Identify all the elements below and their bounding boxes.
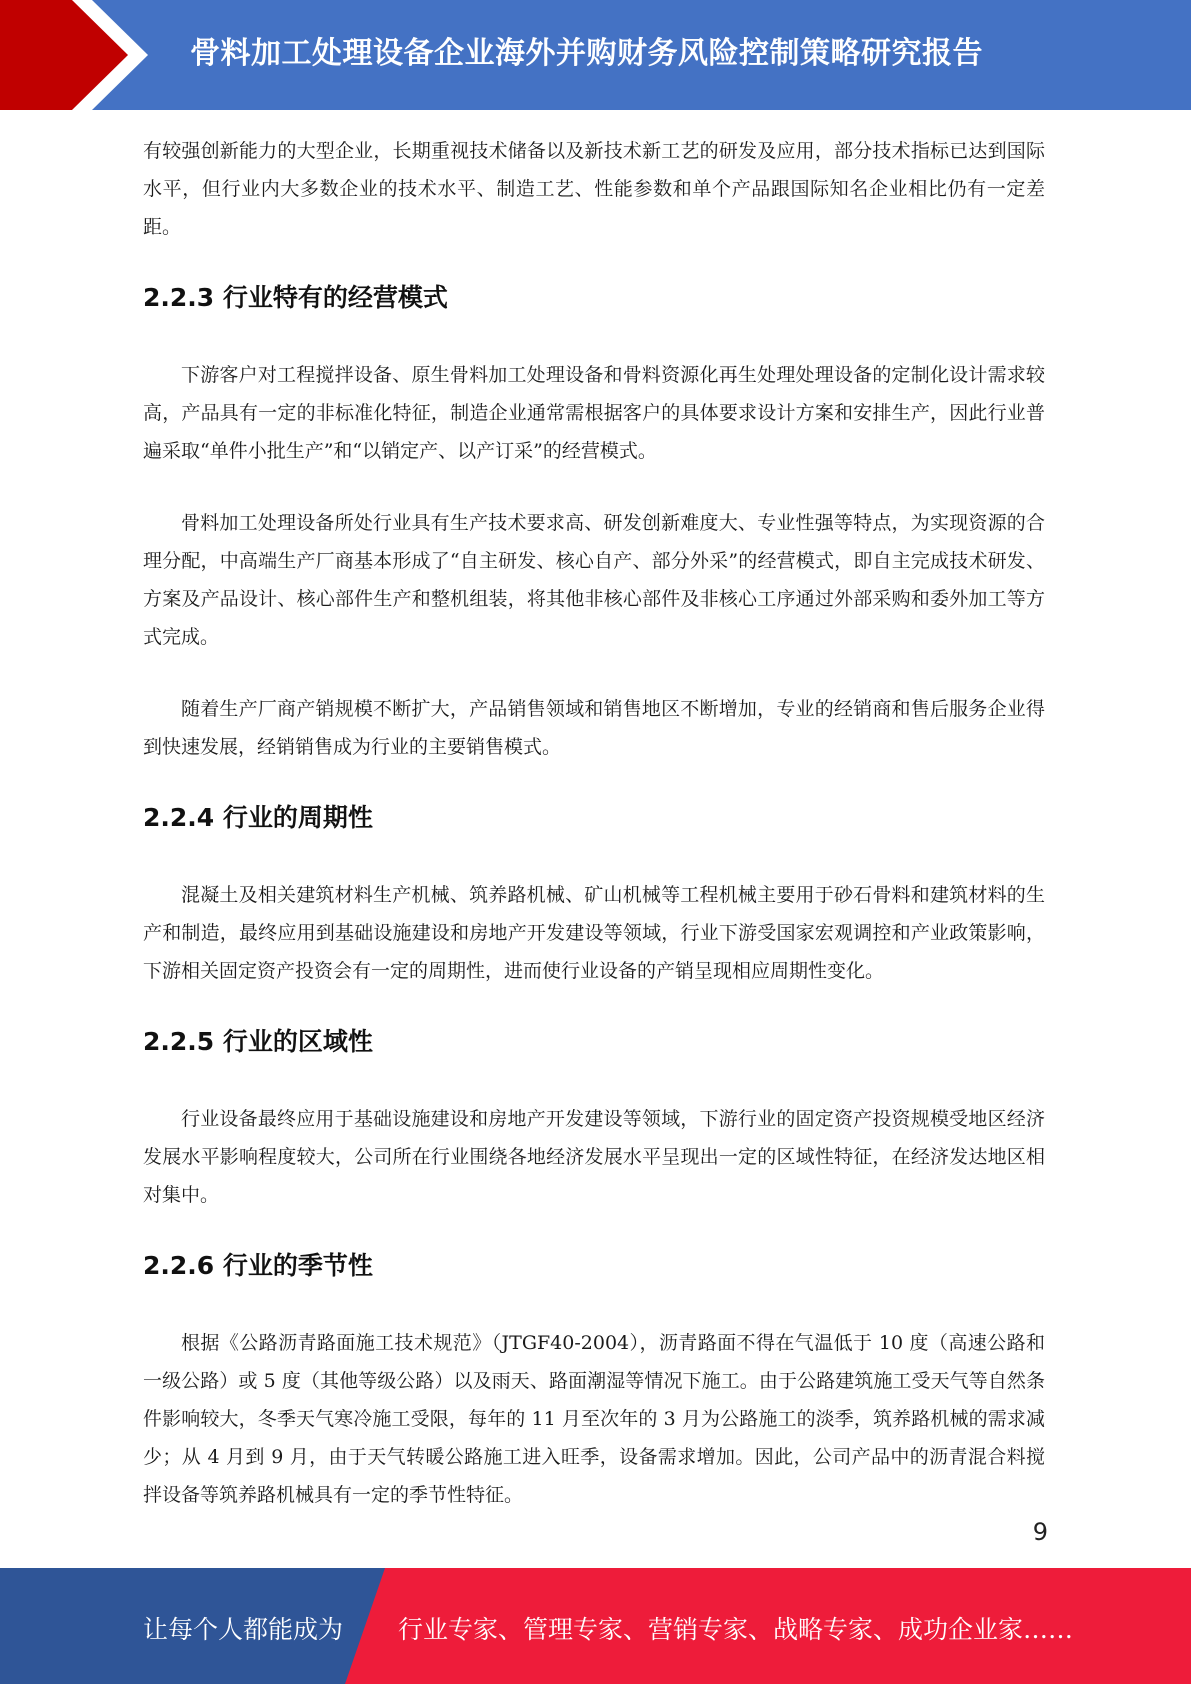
paragraph: 随着生产厂商产销规模不断扩大，产品销售领域和销售地区不断增加，专业的经销商和售后服务企业得到快速发展，经销销售成为行业的主要销售模式。	[143, 698, 1045, 758]
footer-slogan-left: 让每个人都能成为	[143, 1615, 344, 1644]
section-heading-2-2-6: 2.2.6 行业的季节性	[143, 1251, 373, 1280]
page-footer	[0, 1568, 1191, 1684]
section-heading-2-2-3: 2.2.3 行业特有的经营模式	[143, 283, 448, 312]
paragraph: 下游客户对工程搅拌设备、原生骨料加工处理设备和骨料资源化再生处理处理设备的定制化设计需求较高，产品具有一定的非标准化特征，制造企业通常需根据客户的具体要求设计方案和安排生产，因此行业普遍采取“单件小批生产”和“以销定产、以产订采”的经营模式。	[143, 364, 1045, 462]
section-heading-2-2-4: 2.2.4 行业的周期性	[143, 803, 373, 832]
paragraph: 行业设备最终应用于基础设施建设和房地产开发建设等领域，下游行业的固定资产投资规模受地区经济发展水平影响程度较大，公司所在行业围绕各地经济发展水平呈现出一定的区域性特征，在经济发达地区相对集中。	[143, 1108, 1045, 1206]
header-arrow-decoration	[0, 0, 200, 110]
report-title: 骨料加工处理设备企业海外并购财务风险控制策略研究报告	[190, 36, 983, 71]
section-heading-2-2-5: 2.2.5 行业的区域性	[143, 1027, 373, 1056]
page-header	[0, 0, 1191, 110]
intro-paragraph: 有较强创新能力的大型企业，长期重视技术储备以及新技术新工艺的研发及应用，部分技术指标已达到国际水平，但行业内大多数企业的技术水平、制造工艺、性能参数和单个产品跟国际知名企业相比仍有一定差距。	[143, 140, 1045, 238]
paragraph: 混凝土及相关建筑材料生产机械、筑养路机械、矿山机械等工程机械主要用于砂石骨料和建筑材料的生产和制造，最终应用到基础设施建设和房地产开发建设等领域，行业下游受国家宏观调控和产业政策影响，下游相关固定资产投资会有一定的周期性，进而使行业设备的产销呈现相应周期性变化。	[143, 884, 1045, 982]
page-number: 9	[1032, 1518, 1048, 1546]
footer-slogan-right: 行业专家、管理专家、营销专家、战略专家、成功企业家……	[398, 1615, 1074, 1644]
paragraph: 根据《公路沥青路面施工技术规范》（JTGF40-2004），沥青路面不得在气温低于 10 度（高速公路和一级公路）或 5 度（其他等级公路）以及雨天、路面潮湿等情况下施工。由于公路建筑施工受天气等自然条件影响较大，冬季天气寒冷施工受限，每年的 11 月至次年的 3 月为公路施工的淡季，筑养路机械的需求减少；从 4 月到 9 月，由于天气转暖公路施工进入旺季，设备需求增加。因此，公司产品中的沥青混合料搅拌设备等筑养路机械具有一定的季节性特征。	[143, 1332, 1045, 1506]
paragraph: 骨料加工处理设备所处行业具有生产技术要求高、研发创新难度大、专业性强等特点，为实现资源的合理分配，中高端生产厂商基本形成了“自主研发、核心自产、部分外采”的经营模式，即自主完成技术研发、方案及产品设计、核心部件生产和整机组装，将其他非核心部件及非核心工序通过外部采购和委外加工等方式完成。	[143, 512, 1045, 648]
page-content	[143, 132, 1045, 1548]
